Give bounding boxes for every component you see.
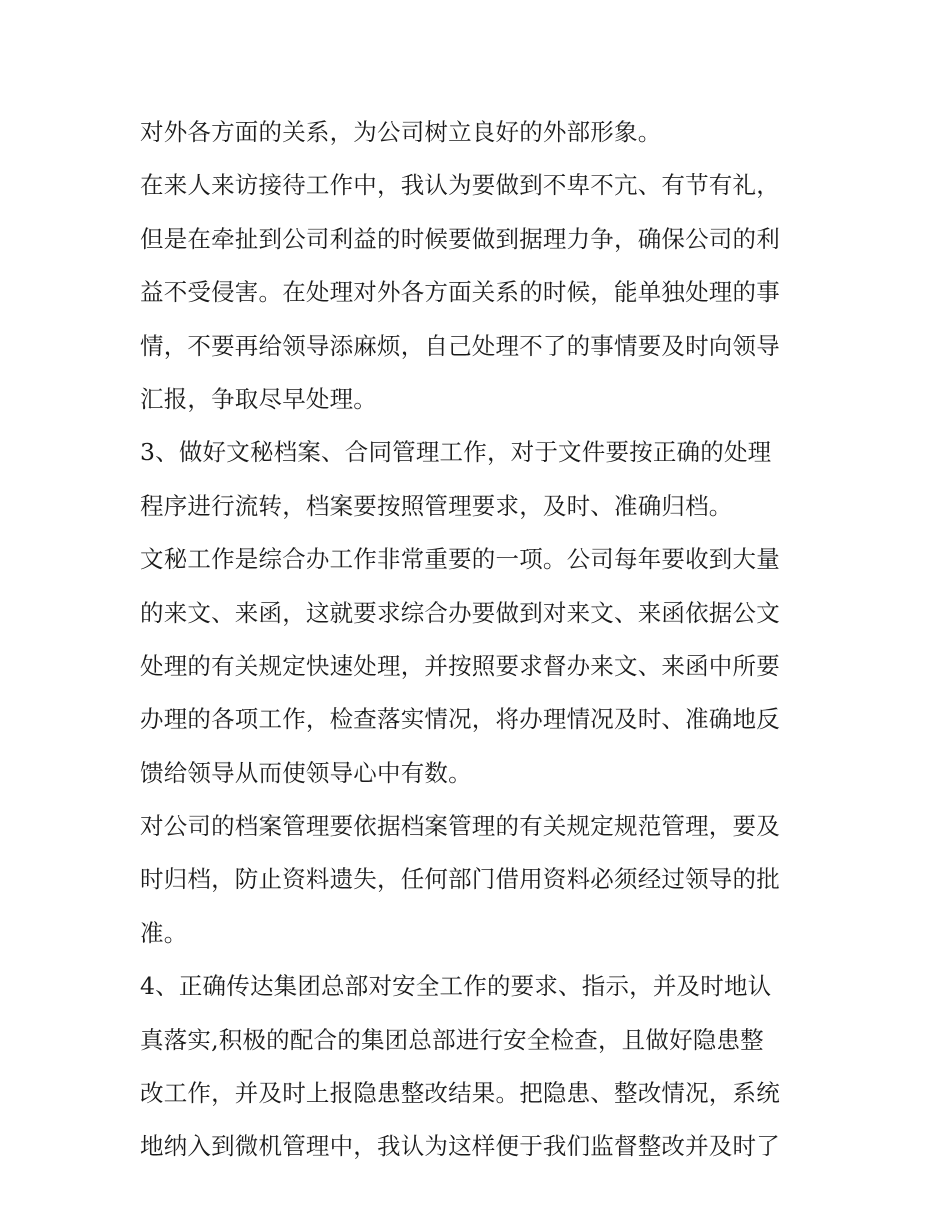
text-line: 改工作，并及时上报隐患整改结果。把隐患、整改情况，系统 xyxy=(140,1079,780,1108)
text-line: 对外各方面的关系，为公司树立良好的外部形象。 xyxy=(140,118,662,146)
text-line: 馈给领导从而使领导心中有数。 xyxy=(140,758,472,787)
text-line: 地纳入到微机管理中，我认为这样便于我们监督整改并及时了 xyxy=(140,1132,780,1161)
text-line: 的来文、来函，这就要求综合办要做到对来文、来函依据公文 xyxy=(140,598,780,627)
text-line: 在来人来访接待工作中，我认为要做到不卑不亢、有节有礼， xyxy=(140,171,780,200)
text-line: 益不受侵害。在处理对外各方面关系的时候，能单独处理的事 xyxy=(140,278,780,307)
text-line: 真落实,积极的配合的集团总部进行安全检查，且做好隐患整 xyxy=(140,1025,764,1054)
document-body xyxy=(140,106,820,1174)
text-line: 4、正确传达集团总部对安全工作的要求、指示，并及时地认 xyxy=(140,972,772,1001)
text-line: 汇报，争取尽早处理。 xyxy=(140,384,377,413)
text-line: 对公司的档案管理要依据档案管理的有关规定规范管理，要及 xyxy=(140,812,780,841)
text-line: 情，不要再给领导添麻烦，自己处理不了的事情要及时向领导 xyxy=(140,331,780,360)
text-line: 处理的有关规定快速处理，并按照要求督办来文、来函中所要 xyxy=(140,651,780,680)
text-line: 但是在牵扯到公司利益的时候要做到据理力争，确保公司的利 xyxy=(140,224,780,253)
text-line: 程序进行流转，档案要按照管理要求，及时、准确归档。 xyxy=(140,491,733,520)
text-line: 文秘工作是综合办工作非常重要的一项。公司每年要收到大量 xyxy=(140,545,780,574)
text-line: 时归档，防止资料遗失，任何部门借用资料必须经过领导的批 xyxy=(140,865,780,894)
text-line: 3、做好文秘档案、合同管理工作，对于文件要按正确的处理 xyxy=(140,438,772,467)
text-line: 准。 xyxy=(140,918,188,947)
text-line: 办理的各项工作，检查落实情况，将办理情况及时、准确地反 xyxy=(140,705,780,734)
